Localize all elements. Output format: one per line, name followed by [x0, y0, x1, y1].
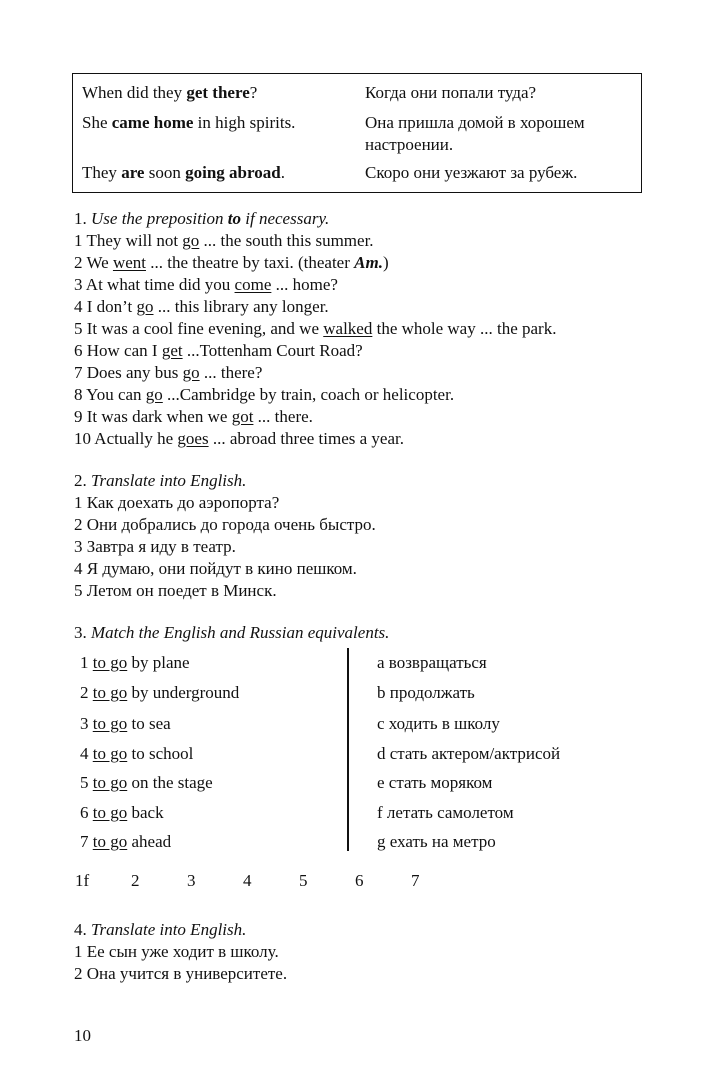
match-left-item: 1 to go by plane — [80, 653, 190, 672]
match-right-item: a возвращаться — [377, 653, 487, 672]
answer-cell: 6 — [355, 871, 364, 890]
answer-cell: 7 — [411, 871, 420, 890]
exercise-4-title: 4. Translate into English. — [74, 920, 247, 939]
exercise-1-title: 1. Use the preposition to if necessary. — [74, 209, 330, 228]
match-right-item: d стать актером/актрисой — [377, 744, 561, 763]
exercise-2-item: 4 Я думаю, они пойдут в кино пешком. — [74, 559, 357, 578]
match-left-item: 7 to go ahead — [80, 832, 172, 851]
exercise-2-title: 2. Translate into English. — [74, 471, 247, 490]
match-divider — [347, 648, 349, 851]
match-right-item: g ехать на метро — [377, 832, 496, 851]
exercise-2-item: 3 Завтра я иду в театр. — [74, 537, 236, 556]
exercise-4-item: 1 Ее сын уже ходит в школу. — [74, 942, 279, 961]
match-left-item: 5 to go on the stage — [80, 773, 213, 792]
exercise-1-item: 4 I don’t go ... this library any longer. — [74, 297, 329, 316]
exercise-4-item: 2 Она учится в университете. — [74, 964, 288, 983]
exercise-2-item: 2 Они добрались до города очень быстро. — [74, 515, 376, 534]
exercise-1-item: 1 They will not go ... the south this summer. — [74, 231, 374, 250]
exercise-1-item: 2 We went ... the theatre by taxi. (theater Am.) — [74, 253, 389, 272]
answer-cell: 1f — [75, 871, 90, 890]
exercise-1-item: 6 How can I get ...Tottenham Court Road? — [74, 341, 363, 360]
answer-cell: 5 — [299, 871, 308, 890]
match-right-item: b продолжать — [377, 683, 475, 702]
answer-cell: 2 — [131, 871, 140, 890]
match-right-item: c ходить в школу — [377, 714, 500, 733]
example-ru-3: Скоро они уезжают за рубеж. — [365, 163, 578, 182]
exercise-1-item: 8 You can go ...Cambridge by train, coach or helicopter. — [74, 385, 455, 404]
exercise-1-item: 3 At what time did you come ... home? — [74, 275, 338, 294]
match-left-item: 2 to go by underground — [80, 683, 240, 702]
exercise-2-item: 5 Летом он поедет в Минск. — [74, 581, 277, 600]
exercise-1-item: 9 It was dark when we got ... there. — [74, 407, 313, 426]
match-left-item: 6 to go back — [80, 803, 164, 822]
example-en-2: She came home in high spirits. — [82, 113, 296, 132]
example-table — [72, 73, 642, 193]
example-ru-1: Когда они попали туда? — [365, 83, 537, 102]
match-right-item: e стать моряком — [377, 773, 493, 792]
page-number: 10 — [74, 1026, 91, 1045]
example-en-3: They are soon going abroad. — [82, 163, 285, 182]
match-left-item: 3 to go to sea — [80, 714, 171, 733]
example-ru-2: Она пришла домой в хорошем настроении. — [365, 113, 585, 154]
exercise-1-item: 10 Actually he goes ... abroad three times a year. — [74, 429, 404, 448]
answer-cell: 3 — [187, 871, 196, 890]
example-en-1: When did they get there? — [82, 83, 258, 102]
answer-cell: 4 — [243, 871, 252, 890]
match-right-item: f летать самолетом — [377, 803, 514, 822]
exercise-3-title: 3. Match the English and Russian equivalents. — [74, 623, 390, 642]
exercise-2-item: 1 Как доехать до аэропорта? — [74, 493, 280, 512]
exercise-1-item: 5 It was a cool fine evening, and we walked the whole way ... the park. — [74, 319, 557, 338]
match-left-item: 4 to go to school — [80, 744, 194, 763]
exercise-1-item: 7 Does any bus go ... there? — [74, 363, 263, 382]
